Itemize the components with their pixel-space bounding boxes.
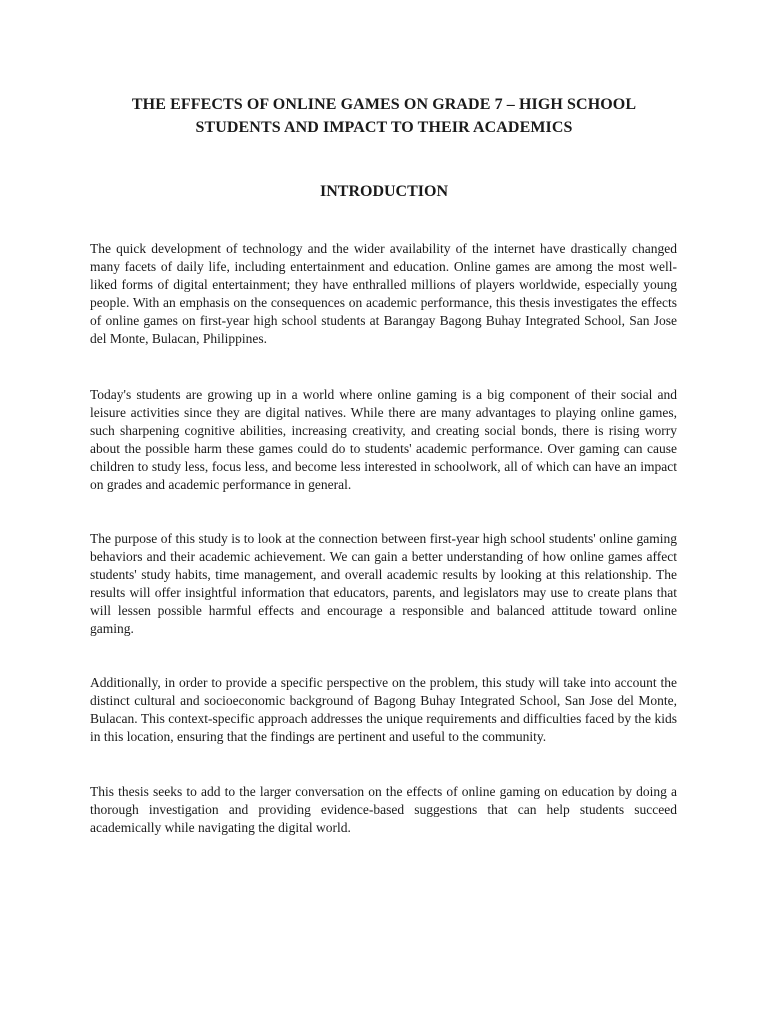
document-title: THE EFFECTS OF ONLINE GAMES ON GRADE 7 – HIGH SCHOOL STUDENTS AND IMPACT TO THEIR ACADEMICS (131, 96, 637, 136)
paragraph-4: Additionally, in order to provide a specific perspective on the problem, this study will take into account the distinct cultural and socioeconomic background of Bagong Buhay Integrated School, San Jose del Monte, Bulacan. This context-specific approach addresses the unique requirements and difficulties faced by the kids in this location, ensuring that the findings are pertinent and useful to the community. (90, 675, 677, 744)
paragraph-2: Today's students are growing up in a world where online gaming is a big component of their social and leisure activities since they are digital natives. While there are many advantages to playing online games, such sharpening cognitive abilities, increasing creativity, and creating social bonds, there is rising worry about the possible harm these games could do to students' academic performance. Over gaming can cause children to study less, focus less, and become less interested in schoolwork, all of which can have an impact on grades and academic performance in general. (90, 387, 677, 492)
paragraph-3: The purpose of this study is to look at the connection between first-year high school students' online gaming behaviors and their academic achievement. We can gain a better understanding of how online games affect students' study habits, time management, and overall academic results by looking at this relationship. The results will offer insightful information that educators, parents, and legislators may use to create plans that will lessen possible harmful effects and encourage a responsible and balanced attitude toward online gaming. (90, 531, 677, 636)
paragraph-1: The quick development of technology and the wider availability of the internet have drastically changed many facets of daily life, including entertainment and education. Online games are among the most well-liked forms of digital entertainment; they have enthralled millions of players worldwide, especially young people. With an emphasis on the consequences on academic performance, this thesis investigates the effects of online games on first-year high school students at Barangay Bagong Buhay Integrated School, San Jose del Monte, Bulacan, Philippines. (90, 241, 677, 346)
paragraph-5: This thesis seeks to add to the larger conversation on the effects of online gaming on education by doing a thorough investigation and providing evidence-based suggestions that can help students succeed academically while navigating the digital world. (90, 784, 677, 835)
section-heading-introduction: INTRODUCTION (319, 183, 448, 200)
